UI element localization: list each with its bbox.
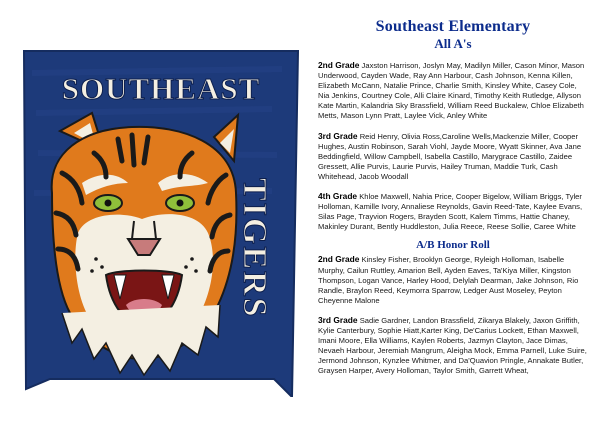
grade-names: Jaxston Harrison, Joslyn May, Madilyn Miller, Cason Minor, Mason Underwood, Cayden Wade, Ray Ann Harbour, Cash Johnson, Kenna Killen, Elizabeth McCann, Natalie Prince, Charlie Smith, Kinsley White, Casey Cole, Nia Jenkins, Courtney Cole, Alli Claire Kinard, Timothy Keith Rutledge, Allyson Kate Martin, Kalandria Sky Brassfield, William Reed Buckalew, Chloe Elizabeth Metts, Mason Lynn Pratt, Laylee Vick, Anley White: [318, 61, 585, 121]
grade-label: 3rd Grade: [318, 314, 358, 325]
grade-names: Khloe Maxwell, Nahia Price, Cooper Bigelow, William Briggs, Tyler Holloman, Kamille Ivory, Annaliese Reynolds, Gavin Reed-Tate, Kaylee Evans, Silas Page, Trayvion Rogers, Brayden Scott, Kalem Timms, Hattie Chaney, Makinley Durant, Bently Huddleston, Julia Reece, Reese Sollie, Caree White: [318, 192, 583, 232]
mural-top-word: SOUTHEAST: [61, 71, 261, 106]
all-a-3rd-grade: [318, 131, 588, 182]
grade-label: 2nd Grade: [318, 254, 360, 265]
mural-side-word: TIGERS: [236, 178, 273, 319]
mural-side-word-wrap: [236, 178, 273, 319]
grade-names: Kinsley Fisher, Brooklyn George, Ryleigh Holloman, Isabelle Murphy, Cailun Ruttley, Amarion Bell, Ayden Eaves, Ta'Kiya Miller, Kingston Thompson, Logan Vance, Harley Hood, Delylah Dearman, Jake Johnson, Rio Randle, Braylon Reed, Keymorra Sparrow, Ledger Aust Moseley, Peyton Cheyenne Malone: [318, 255, 579, 305]
tiger-pupil-right: [177, 200, 184, 207]
grade-label: 3rd Grade: [318, 130, 358, 141]
ab-2nd-grade: [318, 254, 588, 305]
all-a-title: All A's: [434, 36, 472, 51]
grade-names: Reid Henry, Olivia Ross,Caroline Wells,Mackenzie Miller, Cooper Hughes, Austin Robinson, Sarah Viohl, Jayde Moore, Wyatt Skinner, Ava Jane Beddingfield, Willow Campbell, Isabella Castillo, Marygrace Castillo, Zaidee Gressett, Allie Purvis, Laurie Purvis, Hailey Truman, Maddie Turk, Cash Whitehead, Jacob Woodall: [318, 131, 582, 181]
grade-label: 2nd Grade: [318, 60, 360, 70]
all-a-2nd-grade: [318, 60, 588, 122]
grade-names: Sadie Gardner, Landon Brassfield, Zikarya Blakely, Jaxon Griffith, Kylie Canterbury, Sophie Hiatt,Karter King, De'Carius Lockett, Ethan Maxwell, Imani Moore, Ella Williams, Kaylen Roberts, Jazmyn Clayton, Jace Dimas, Nevaeh Harbour, Jeremiah Mangrum, Aleigha Mock, Emma Parnell, Luke Suire, Jermond Johnson, Kynzlee Whitmer, and Da'Quavion Pringle, Annakate Butler, Graysen Harper, Avery Holloman, Taylor Smith, Garrett Wheat,: [318, 315, 587, 376]
honor-roll-content: [318, 14, 588, 385]
tiger-mural-art: [22, 43, 300, 397]
ab-3rd-grade: [318, 315, 588, 377]
ab-honor-roll-title: A/B Honor Roll: [416, 239, 490, 252]
grade-label: 4th Grade: [318, 191, 358, 202]
tiger-pupil-left: [105, 200, 112, 207]
tiger-mural: [22, 43, 300, 397]
all-a-4th-grade: [318, 191, 588, 232]
school-title: Southeast Elementary: [375, 18, 531, 35]
